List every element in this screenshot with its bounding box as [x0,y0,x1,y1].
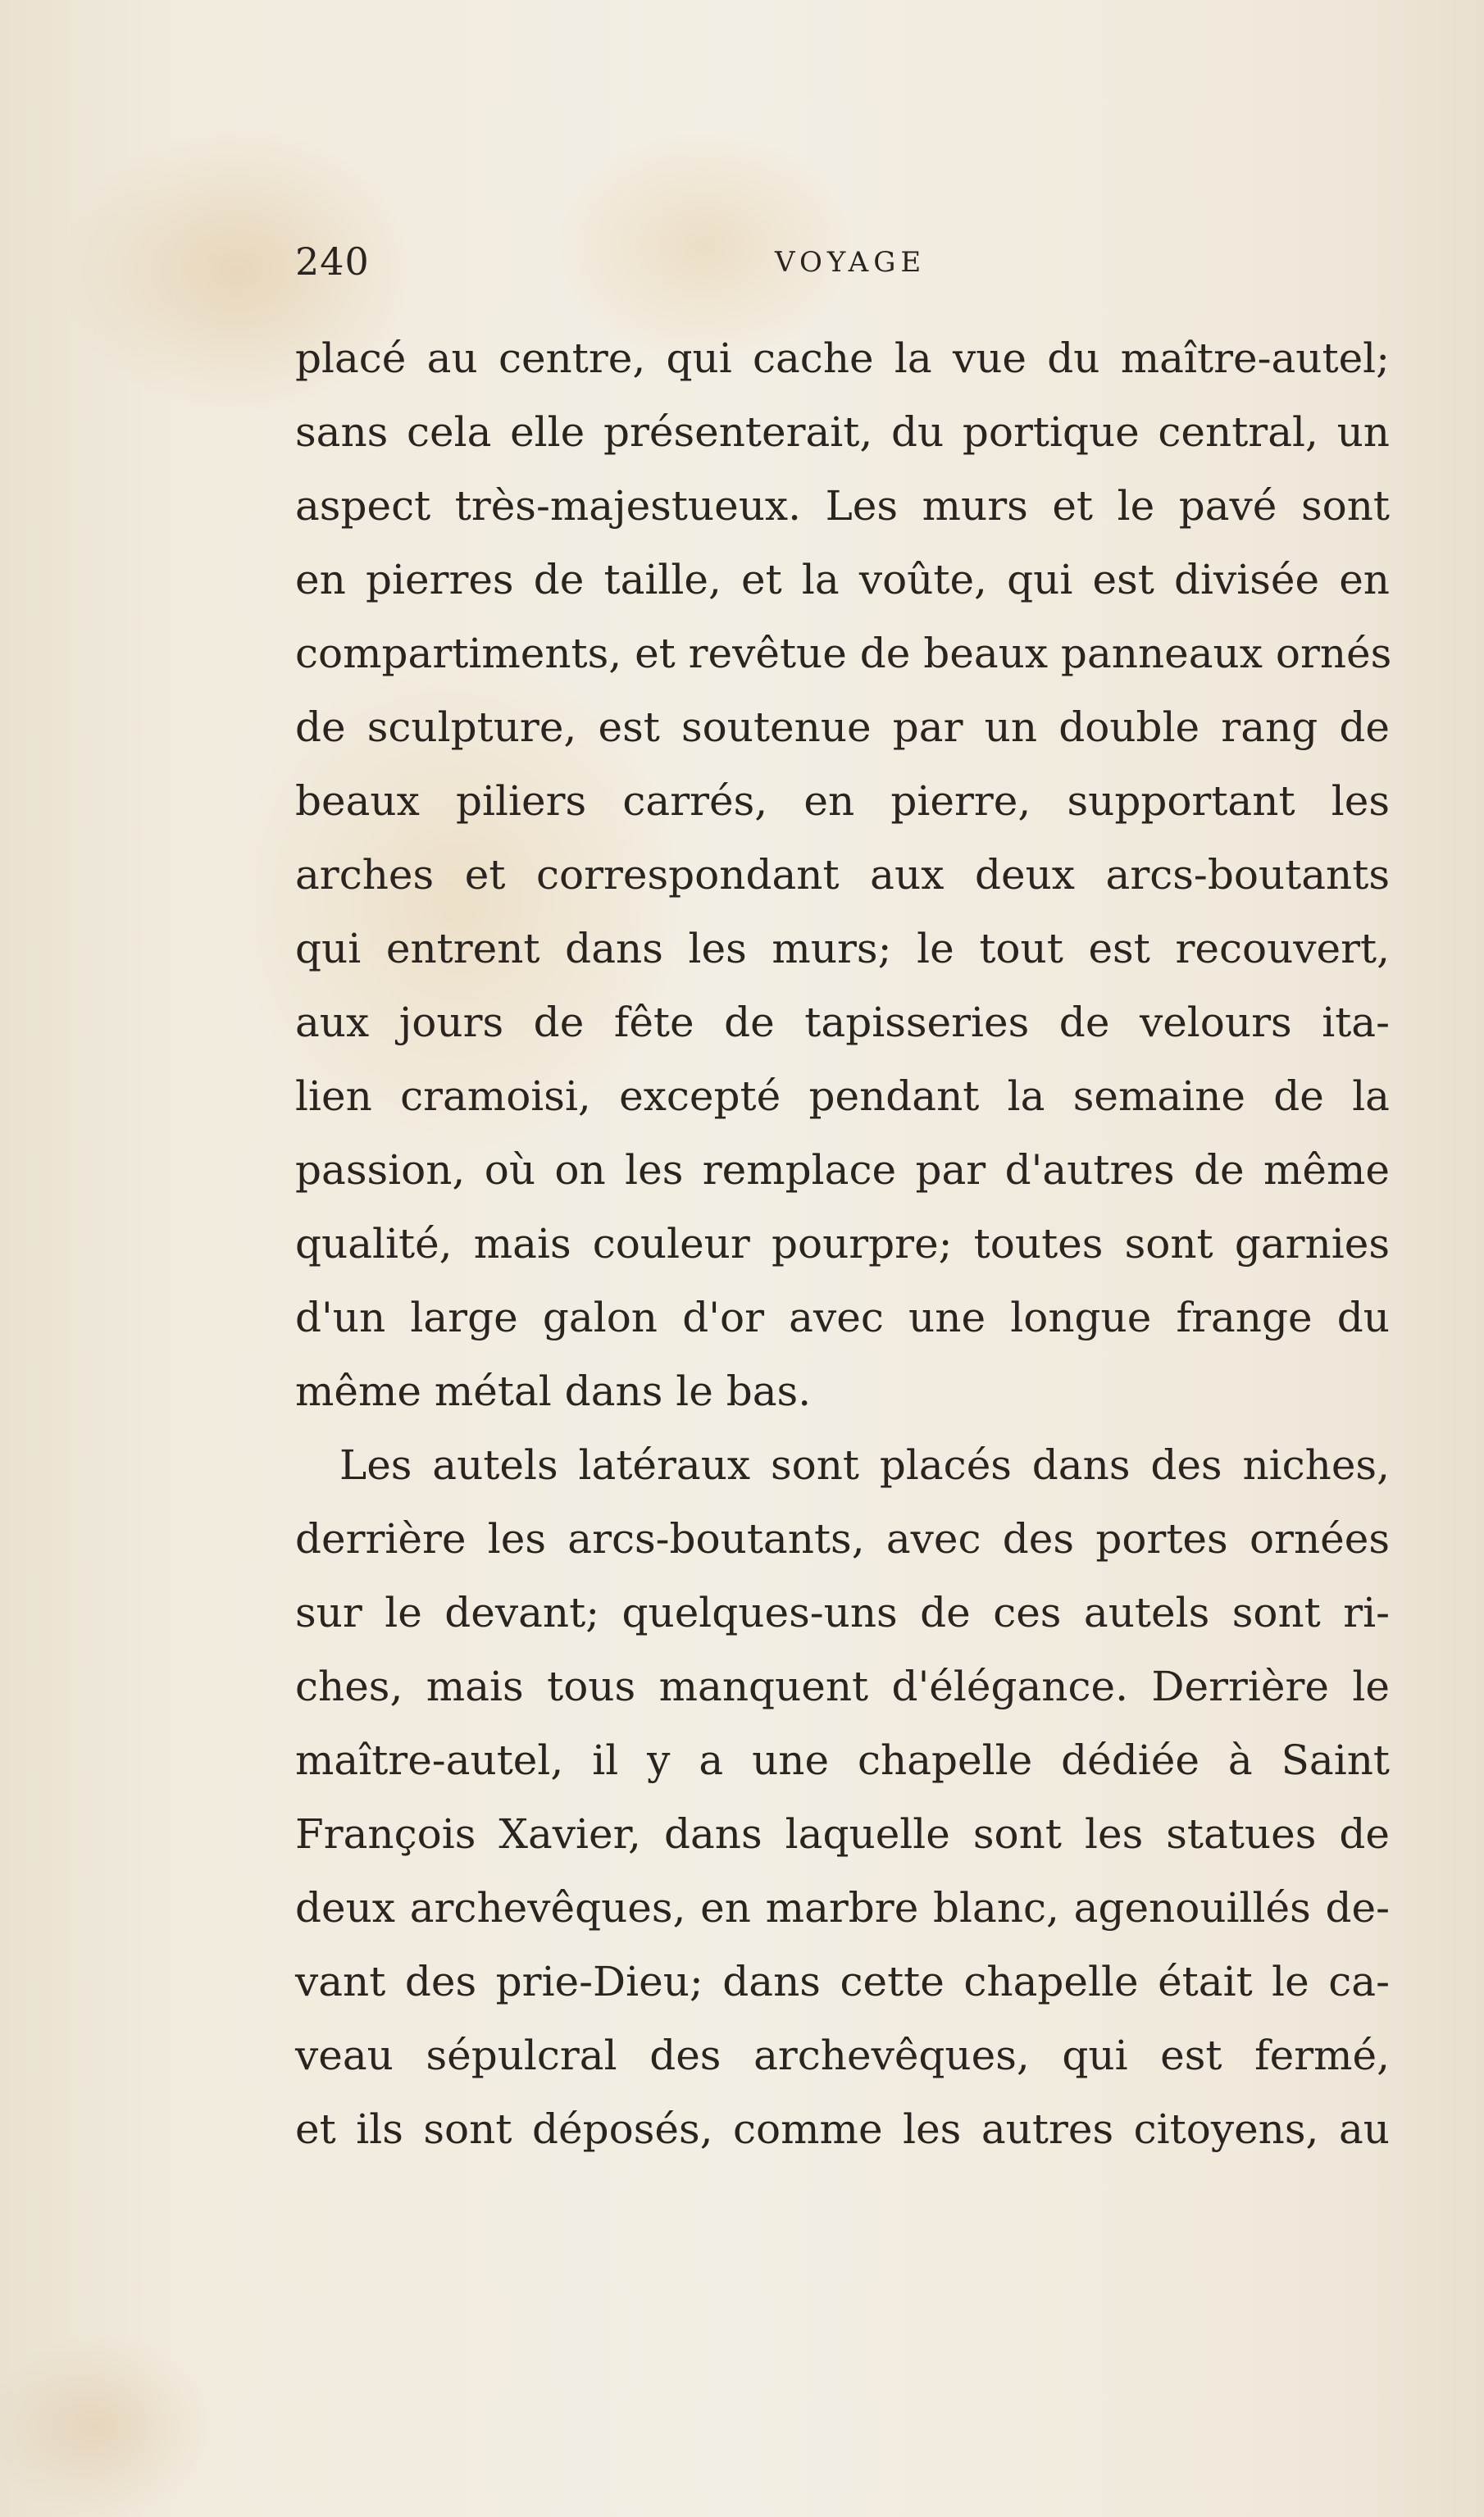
text-line: beaux piliers carrés, en pierre, supportant les [295,777,1390,825]
text-line: en pierres de taille, et la voûte, qui est divisée en [295,556,1390,603]
text-line: de sculpture, est soutenue par un double rang de [295,703,1390,751]
text-line: François Xavier, dans laquelle sont les statues de [295,1810,1390,1858]
text-line: qui entrent dans les murs; le tout est recouvert, [295,925,1390,972]
text-line: veau sépulcral des archevêques, qui est fermé, [295,2032,1390,2079]
text-line: qualité, mais couleur pourpre; toutes sont garnies [295,1220,1390,1268]
text-line: arches et correspondant aux deux arcs-boutants [295,851,1390,899]
text-line: sur le devant; quelques-uns de ces autels sont ri- [295,1589,1390,1636]
text-line-paragraph-start: Les autels latéraux sont placés dans des niches, [339,1441,1390,1489]
text-line: ches, mais tous manquent d'élégance. Derrière le [295,1663,1390,1710]
text-line: sans cela elle présenterait, du portique central, un [295,408,1390,456]
text-line: vant des prie-Dieu; dans cette chapelle était le ca- [295,1958,1390,2005]
text-line: lien cramoisi, excepté pendant la semaine de la [295,1072,1390,1120]
text-line: compartiments, et revêtue de beaux panneaux ornés [295,630,1392,677]
page-number: 240 [295,239,370,284]
text-line: passion, où on les remplace par d'autres de même [295,1146,1390,1194]
text-line: d'un large galon d'or avec une longue frange du [295,1294,1390,1341]
text-line: aux jours de fête de tapisseries de velours ita- [295,999,1390,1046]
running-title: VOYAGE [775,246,926,279]
body-text [295,321,1390,2166]
text-line-paragraph-end: même métal dans le bas. [295,1368,812,1415]
text-line: derrière les arcs-boutants, avec des portes ornées [295,1515,1390,1563]
page-header [295,239,1394,289]
text-line: aspect très-majestueux. Les murs et le pavé sont [295,482,1390,530]
text-line: et ils sont déposés, comme les autres citoyens, au [295,2105,1390,2153]
text-line: deux archevêques, en marbre blanc, agenouillés de- [295,1884,1390,1932]
text-line: maître-autel, il y a une chapelle dédiée à Saint [295,1736,1390,1784]
text-line: placé au centre, qui cache la vue du maître-autel; [295,335,1390,382]
